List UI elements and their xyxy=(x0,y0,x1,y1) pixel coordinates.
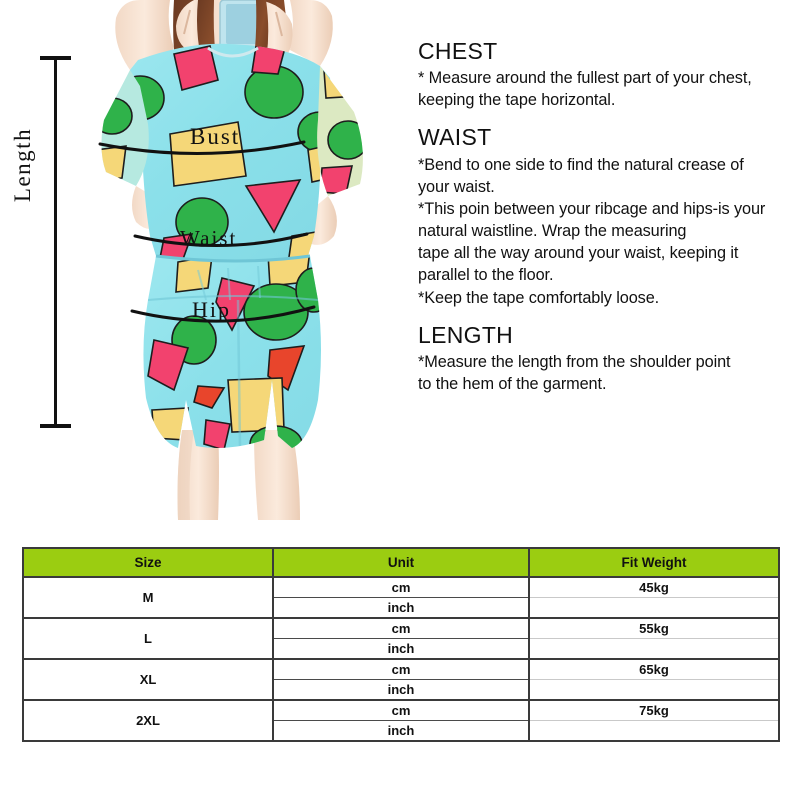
fit-weight-value: 65kg xyxy=(529,659,779,680)
unit-value-cm: cm xyxy=(273,700,529,721)
fit-weight-value: 45kg xyxy=(529,577,779,598)
fit-weight-blank xyxy=(529,598,779,619)
table-row xyxy=(23,618,779,639)
fit-weight-blank xyxy=(529,721,779,742)
unit-value-cm: cm xyxy=(273,659,529,680)
chest-line-2: keeping the tape horizontal. xyxy=(418,91,616,110)
waist-line-1: *Bend to one side to find the natural crease of xyxy=(418,155,744,174)
table-row xyxy=(23,577,779,598)
instruction-block-waist xyxy=(418,124,790,308)
unit-value-inch: inch xyxy=(273,639,529,660)
length-line-2: to the hem of the garment. xyxy=(418,374,607,393)
length-heading: LENGTH xyxy=(418,321,514,348)
waist-line-6: parallel to the floor. xyxy=(418,266,554,285)
fit-weight-value: 55kg xyxy=(529,618,779,639)
waist-label: Waist xyxy=(180,226,238,250)
bust-label: Bust xyxy=(190,124,241,149)
hip-label: Hip xyxy=(192,297,231,322)
length-cap-bottom xyxy=(40,424,71,428)
waist-line-7: *Keep the tape comfortably loose. xyxy=(418,288,660,307)
size-value: XL xyxy=(23,659,273,700)
unit-value-inch: inch xyxy=(273,598,529,619)
size-value: L xyxy=(23,618,273,659)
length-line xyxy=(54,58,57,428)
fit-weight-value: 75kg xyxy=(529,700,779,721)
length-label: Length xyxy=(10,127,35,203)
table-row xyxy=(23,659,779,680)
instruction-block-length xyxy=(418,322,790,395)
model-photo xyxy=(78,0,390,520)
unit-value-cm: cm xyxy=(273,577,529,598)
chest-heading: CHEST xyxy=(418,38,498,64)
chest-line-1: * Measure around the fullest part of your chest, xyxy=(418,69,752,88)
waist-line-3: *This poin between your ribcage and hips-is your xyxy=(418,199,766,218)
header-unit: Unit xyxy=(273,548,529,577)
table-header-row xyxy=(23,548,779,577)
size-value: M xyxy=(23,577,273,618)
length-line-1: *Measure the length from the shoulder point xyxy=(418,352,731,371)
waist-line-2: your waist. xyxy=(418,177,495,196)
fit-weight-blank xyxy=(529,639,779,660)
waist-line-5: tape all the way around your waist, keeping it xyxy=(418,244,739,263)
waist-line-4: natural waistline. Wrap the measuring xyxy=(418,222,687,241)
instruction-block-chest xyxy=(418,38,790,111)
unit-value-inch: inch xyxy=(273,721,529,742)
unit-value-inch: inch xyxy=(273,680,529,701)
waist-heading: WAIST xyxy=(418,124,492,151)
unit-value-cm: cm xyxy=(273,618,529,639)
fit-weight-blank xyxy=(529,680,779,701)
header-fit-weight: Fit Weight xyxy=(529,548,779,577)
table-row xyxy=(23,700,779,721)
measuring-instructions xyxy=(418,38,790,408)
size-chart-table xyxy=(22,547,780,742)
header-size: Size xyxy=(23,548,273,577)
size-value: 2XL xyxy=(23,700,273,741)
